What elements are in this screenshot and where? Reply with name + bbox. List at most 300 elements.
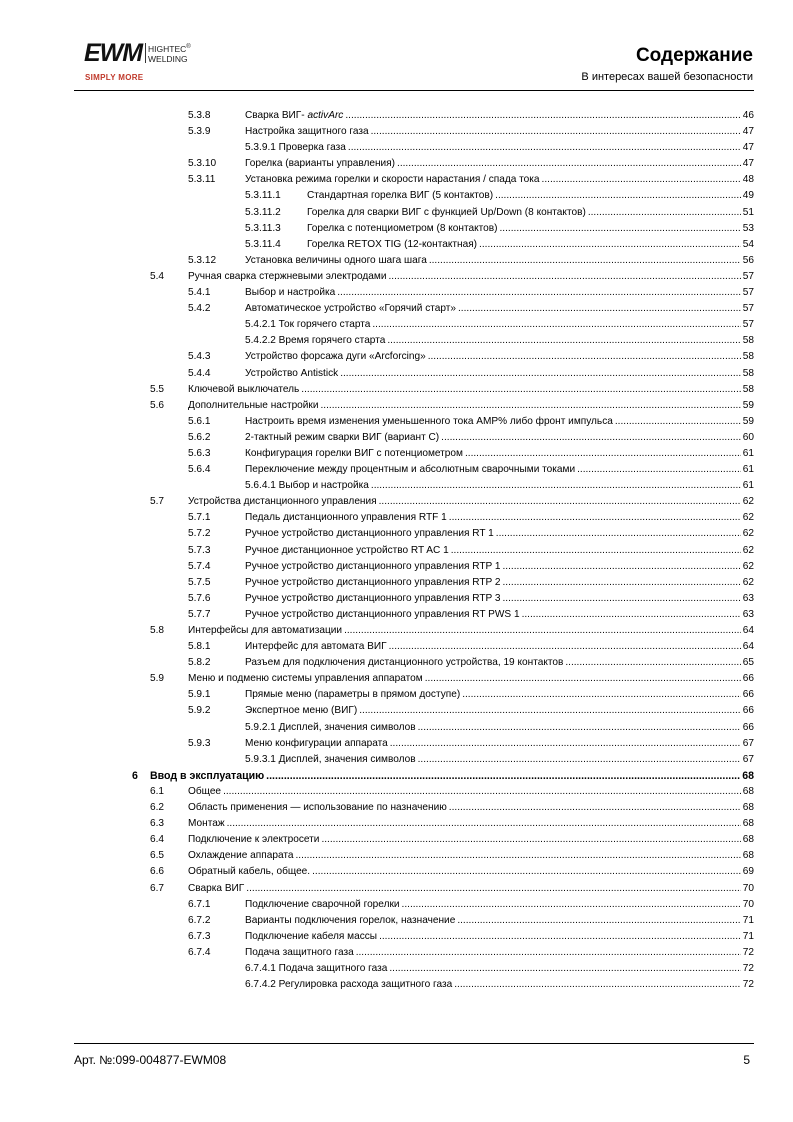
toc-entry-number: 5.5: [150, 383, 165, 395]
toc-entry[interactable]: [0, 752, 793, 768]
toc-entry-page: 68: [742, 818, 754, 830]
toc-entry-page: 66: [742, 705, 754, 717]
toc-entry-title-line: [188, 848, 754, 864]
toc-leader-dots: [402, 897, 741, 913]
toc-entry-page: 54: [742, 238, 754, 250]
toc-entry-title-line: [245, 687, 754, 703]
toc-entry-title: Горелка RETOX TIG (12-контактная): [307, 238, 478, 250]
toc-entry[interactable]: [0, 366, 793, 382]
toc-entry-title: Ручное устройство дистанционного управления RT 1: [245, 528, 494, 540]
toc-entry-title-line: [307, 221, 754, 237]
toc-entry-number: 5.3.11: [188, 174, 216, 186]
toc-entry[interactable]: [0, 687, 793, 703]
toc-entry-title-line: [245, 559, 754, 575]
toc-entry-page: 61: [742, 464, 754, 476]
toc-entry-page: 62: [742, 544, 754, 556]
toc-entry-number: 5.8.2: [188, 657, 211, 669]
toc-entry-title-line: [245, 639, 754, 655]
header-divider: [74, 90, 754, 91]
toc-leader-dots: [379, 494, 741, 510]
toc-leader-dots: [246, 881, 740, 897]
toc-leader-dots: [397, 156, 741, 172]
toc-leader-dots: [388, 269, 740, 285]
toc-entry[interactable]: [0, 929, 793, 945]
toc-entry-title-line: [245, 961, 754, 977]
toc-entry-title-line: [245, 543, 754, 559]
toc-entry-title: Дополнительные настройки: [188, 399, 319, 411]
toc-entry[interactable]: [0, 462, 793, 478]
toc-leader-dots: [451, 543, 741, 559]
toc-entry-number: 5.6.1: [188, 415, 211, 427]
toc-entry-page: 68: [742, 834, 754, 846]
toc-entry-title: 5.6.4.1 Выбор и настройка: [245, 480, 369, 492]
toc-leader-dots: [320, 398, 740, 414]
toc-entry-page: 64: [742, 641, 754, 653]
toc-entry[interactable]: [0, 526, 793, 542]
toc-entry-title: Ручное устройство дистанционного управления RT PWS 1: [245, 608, 520, 620]
toc-entry-page: 69: [742, 866, 754, 878]
toc-entry-page: 62: [742, 496, 754, 508]
toc-entry-page: 68: [742, 769, 754, 782]
toc-leader-dots: [340, 366, 741, 382]
toc-leader-dots: [503, 591, 741, 607]
toc-entry-title: Устройство форсажа дуги «Arcforcing»: [245, 351, 426, 363]
toc-entry-title: Разъем для подключения дистанционного устройства, 19 контактов: [245, 657, 564, 669]
toc-entry[interactable]: [0, 221, 793, 237]
toc-entry[interactable]: [0, 671, 793, 687]
toc-leader-dots: [356, 945, 741, 961]
toc-entry[interactable]: [0, 446, 793, 462]
toc-entry[interactable]: [0, 881, 793, 897]
toc-entry[interactable]: [0, 945, 793, 961]
toc-entry-title-line: [245, 977, 754, 993]
toc-entry[interactable]: [0, 188, 793, 204]
toc-entry[interactable]: [0, 253, 793, 269]
toc-leader-dots: [223, 784, 741, 800]
toc-leader-dots: [266, 768, 740, 784]
toc-entry-number: 5.4.2: [188, 303, 211, 315]
toc-entry[interactable]: [0, 285, 793, 301]
toc-entry[interactable]: [0, 736, 793, 752]
logo-separator: [145, 43, 146, 63]
toc-entry-title: 5.4.2.1 Ток горячего старта: [245, 319, 371, 331]
logo-reg: ®: [186, 44, 191, 50]
toc-entry[interactable]: [0, 768, 793, 784]
toc-leader-dots: [418, 720, 741, 736]
toc-entry-page: 66: [742, 721, 754, 733]
toc-leader-dots: [454, 977, 741, 993]
toc-entry-page: 67: [742, 737, 754, 749]
toc-entry[interactable]: [0, 543, 793, 559]
toc-entry-number: 6.2: [150, 802, 165, 814]
toc-entry[interactable]: [0, 655, 793, 671]
toc-entry-title-line: [245, 366, 754, 382]
toc-leader-dots: [495, 188, 741, 204]
ewm-logo: [84, 40, 224, 86]
toc-entry-page: 70: [742, 882, 754, 894]
toc-entry[interactable]: [0, 961, 793, 977]
logo-line2: WELDING: [148, 53, 188, 64]
toc-entry-number: 5.3.11.3: [245, 222, 281, 234]
toc-entry[interactable]: [0, 398, 793, 414]
toc-entry-page: 56: [742, 254, 754, 266]
toc-entry[interactable]: [0, 913, 793, 929]
toc-leader-dots: [312, 864, 741, 880]
toc-entry[interactable]: [0, 720, 793, 736]
toc-entry-title: Интерфейсы для автоматизации: [188, 625, 343, 636]
toc-entry-title: Прямые меню (параметры в прямом доступе): [245, 689, 461, 701]
toc-entry-title-line: [245, 430, 754, 446]
toc-entry-number: 6: [132, 769, 138, 782]
toc-entry-page: 71: [742, 930, 754, 942]
toc-leader-dots: [615, 414, 741, 430]
toc-leader-dots: [425, 671, 741, 687]
toc-entry-number: 6.7: [150, 882, 165, 894]
toc-entry-title-line: [307, 188, 754, 204]
toc-entry-title-line: [245, 510, 754, 526]
toc-entry-number: 5.3.11.1: [245, 190, 281, 202]
toc-leader-dots: [371, 124, 741, 140]
toc-entry-number: 5.4.1: [188, 287, 211, 299]
toc-entry-title-line: [245, 736, 754, 752]
toc-entry-title: Область применения — использование по назначению: [188, 802, 447, 814]
toc-entry[interactable]: [0, 510, 793, 526]
toc-entry-title-line: [188, 832, 754, 848]
toc-entry-title: 5.9.2.1 Дисплей, значения символов: [245, 721, 416, 733]
toc-entry-title-line: [245, 655, 754, 671]
toc-entry-number: 6.5: [150, 850, 165, 862]
toc-entry-page: 47: [742, 126, 754, 138]
toc-entry-title-line: [245, 478, 754, 494]
toc-entry-title: Горелка для сварки ВИГ с функцией Up/Down (8 контактов): [307, 206, 586, 218]
toc-entry[interactable]: [0, 301, 793, 317]
toc-entry-page: 61: [742, 480, 754, 492]
toc-entry-number: 6.7.1: [188, 898, 211, 910]
toc-entry-number: 5.3.11.2: [245, 206, 281, 218]
toc-entry[interactable]: [0, 800, 793, 816]
toc-entry-number: 5.8: [150, 625, 165, 636]
toc-entry[interactable]: [0, 639, 793, 655]
toc-entry-page: 62: [742, 560, 754, 572]
toc-entry-title-line: [150, 768, 754, 784]
toc-entry-number: 5.8.1: [188, 641, 211, 653]
toc-entry[interactable]: [0, 623, 793, 639]
toc-entry[interactable]: [0, 237, 793, 253]
toc-leader-dots: [457, 913, 740, 929]
toc-entry[interactable]: [0, 108, 793, 124]
toc-leader-dots: [577, 462, 741, 478]
toc-entry-title: Конфигурация горелки ВИГ с потенциометром: [245, 447, 463, 459]
toc-entry-title: Горелка (варианты управления): [245, 158, 396, 170]
toc-entry-number: 6.7.2: [188, 914, 211, 926]
toc-entry-number: 5.7.5: [188, 576, 211, 588]
toc-entry-title-line: [188, 784, 754, 800]
toc-entry-title: Подключение к электросети: [188, 834, 320, 846]
toc-entry-title-line: [307, 237, 754, 253]
toc-entry-title: Ручное дистанционное устройство RT AC 1: [245, 544, 449, 556]
toc-entry-title-line: [245, 124, 754, 140]
page-subtitle: В интересах вашей безопасности: [581, 71, 753, 83]
toc-entry[interactable]: [0, 317, 793, 333]
toc-entry-page: 58: [742, 383, 754, 395]
toc-entry[interactable]: [0, 124, 793, 140]
logo-slogan: SIMPLY MORE: [85, 73, 144, 82]
toc-entry-number: 5.7.3: [188, 544, 211, 556]
toc-entry-page: 64: [742, 625, 754, 636]
toc-entry-title-line: [245, 446, 754, 462]
toc-entry-page: 65: [742, 657, 754, 669]
toc-leader-dots: [441, 430, 741, 446]
toc-entry-number: 6.7.3: [188, 930, 211, 942]
toc-entry-title: Настройка защитного газа: [245, 126, 369, 138]
toc-leader-dots: [458, 301, 741, 317]
toc-leader-dots: [372, 317, 740, 333]
toc-entry-page: 72: [742, 962, 754, 974]
toc-entry-number: 5.7.7: [188, 608, 211, 620]
toc-entry-number: 5.4.4: [188, 367, 211, 379]
toc-entry-page: 57: [742, 270, 754, 282]
toc-entry-page: 67: [742, 753, 754, 765]
logo-line1: HIGHTEC: [148, 43, 187, 54]
toc-leader-dots: [359, 703, 741, 719]
toc-entry[interactable]: [0, 172, 793, 188]
toc-entry[interactable]: [0, 832, 793, 848]
toc-entry-title-line: [188, 671, 754, 687]
toc-leader-dots: [371, 478, 741, 494]
footer-divider: [74, 1043, 754, 1044]
toc-entry-title-line: [245, 253, 754, 269]
toc-entry-title-line: [245, 703, 754, 719]
toc-entry-title: 2-тактный режим сварки ВИГ (вариант С): [245, 431, 440, 443]
toc-entry-title: Экспертное меню (ВИГ): [245, 705, 358, 717]
toc-entry-page: 66: [742, 673, 754, 685]
toc-entry-number: 5.3.11.4: [245, 238, 281, 250]
toc-leader-dots: [449, 510, 741, 526]
toc-leader-dots: [428, 349, 741, 365]
toc-entry-title-line: [307, 205, 754, 221]
toc-entry-page: 66: [742, 689, 754, 701]
toc-entry-number: 5.3.10: [188, 158, 217, 170]
toc-entry-title: 5.9.3.1 Дисплей, значения символов: [245, 753, 416, 765]
toc-leader-dots: [227, 816, 741, 832]
toc-entry-title-line: [245, 575, 754, 591]
toc-entry-title: Горелка с потенциометром (8 контактов): [307, 222, 498, 234]
toc-leader-dots: [295, 848, 740, 864]
toc-entry[interactable]: [0, 349, 793, 365]
toc-entry-number: 5.6.4: [188, 464, 211, 476]
toc-entry-title: 5.3.9.1 Проверка газа: [245, 142, 346, 154]
toc-entry-page: 58: [742, 335, 754, 347]
toc-entry-number: 5.9.2: [188, 705, 211, 717]
toc-entry-page: 59: [742, 415, 754, 427]
toc-entry-title: Устройства дистанционного управления: [188, 496, 377, 508]
toc-entry[interactable]: [0, 607, 793, 623]
toc-entry[interactable]: [0, 269, 793, 285]
toc-leader-dots: [389, 639, 741, 655]
toc-leader-dots: [542, 172, 741, 188]
toc-entry-number: 5.3.12: [188, 254, 217, 266]
toc-leader-dots: [449, 800, 741, 816]
toc-entry[interactable]: [0, 575, 793, 591]
toc-entry-title: Варианты подключения горелок, назначение: [245, 914, 456, 926]
toc-leader-dots: [465, 446, 741, 462]
logo-brand: EWM: [84, 39, 143, 67]
toc-entry[interactable]: [0, 205, 793, 221]
toc-entry-title-line: [245, 945, 754, 961]
toc-entry-number: 6.4: [150, 834, 165, 846]
toc-entry-title-line: [245, 172, 754, 188]
toc-leader-dots: [496, 526, 741, 542]
toc-entry-title: Ключевой выключатель: [188, 383, 300, 395]
toc-entry-title-line: [188, 800, 754, 816]
toc-entry-page: 53: [742, 222, 754, 234]
toc-entry[interactable]: [0, 703, 793, 719]
toc-entry-title: 6.7.4.1 Подача защитного газа: [245, 962, 388, 974]
toc-entry-title: Устройство Antistick: [245, 367, 339, 379]
toc-entry-title-line: [188, 881, 754, 897]
toc-entry-page: 62: [742, 528, 754, 540]
toc-entry-title-line: [245, 108, 754, 124]
toc-entry-page: 60: [742, 431, 754, 443]
toc-leader-dots: [429, 253, 741, 269]
toc-entry-title: Стандартная горелка ВИГ (5 контактов): [307, 190, 494, 202]
toc-entry-number: 5.7.4: [188, 560, 211, 572]
toc-entry-title-line: [188, 864, 754, 880]
toc-entry[interactable]: [0, 848, 793, 864]
toc-entry[interactable]: [0, 591, 793, 607]
toc-entry-title: Ручное устройство дистанционного управления RTP 1: [245, 560, 501, 572]
toc-entry-title-line: [245, 349, 754, 365]
toc-entry-title-line: [245, 301, 754, 317]
toc-entry-number: 5.6.3: [188, 447, 211, 459]
toc-entry-page: 58: [742, 367, 754, 379]
toc-entry-title-line: [188, 382, 754, 398]
toc-entry-page: 62: [742, 512, 754, 524]
toc-entry-number: 5.4.3: [188, 351, 211, 363]
toc-entry-number: 5.6.2: [188, 431, 211, 443]
toc-entry-number: 5.6: [150, 399, 165, 411]
toc-leader-dots: [588, 205, 741, 221]
toc-entry-title-line: [245, 929, 754, 945]
toc-entry-title-line: [245, 720, 754, 736]
toc-entry-page: 57: [742, 303, 754, 315]
toc-entry-title-line: [188, 494, 754, 510]
toc-entry-title: Подключение кабеля массы: [245, 930, 378, 942]
toc-entry-page: 61: [742, 447, 754, 459]
toc-entry-title: Переключение между процентным и абсолютным сварочными токами: [245, 464, 576, 476]
toc-leader-dots: [390, 736, 741, 752]
toc-entry-page: 49: [742, 190, 754, 202]
toc-entry-title: Интерфейс для автомата ВИГ: [245, 641, 387, 653]
toc-entry-title: Ручное устройство дистанционного управления RTP 2: [245, 576, 501, 588]
toc-entry-title: Выбор и настройка: [245, 287, 336, 299]
toc-entry[interactable]: [0, 140, 793, 156]
toc-entry-title-line: [245, 285, 754, 301]
toc-entry-title-line: [188, 269, 754, 285]
toc-entry-title-line: [188, 816, 754, 832]
toc-entry-title-line: [245, 462, 754, 478]
toc-entry-page: 48: [742, 174, 754, 186]
toc-entry[interactable]: [0, 897, 793, 913]
toc-entry-title-line: [245, 607, 754, 623]
toc-leader-dots: [418, 752, 741, 768]
toc-entry-number: 6.1: [150, 785, 165, 797]
toc-entry-title-line: [245, 156, 754, 172]
toc-leader-dots: [348, 140, 741, 156]
toc-leader-dots: [345, 108, 740, 124]
toc-entry[interactable]: [0, 382, 793, 398]
toc-entry-page: 72: [742, 946, 754, 958]
toc-entry-title-line: [245, 913, 754, 929]
toc-entry[interactable]: [0, 478, 793, 494]
toc-entry-page: 62: [742, 576, 754, 588]
toc-entry-title-line: [245, 897, 754, 913]
toc-leader-dots: [522, 607, 741, 623]
toc-entry-number: 6.7.4: [188, 946, 211, 958]
toc-entry-number: 5.7.1: [188, 512, 211, 524]
toc-entry[interactable]: [0, 784, 793, 800]
toc-leader-dots: [337, 285, 741, 301]
toc-entry[interactable]: [0, 977, 793, 993]
toc-entry-page: 68: [742, 850, 754, 862]
toc-entry-page: 68: [742, 802, 754, 814]
toc-entry-title-line: [188, 623, 754, 639]
toc-entry-title: Сварка ВИГ: [188, 882, 245, 894]
toc-entry-number: 5.7.2: [188, 528, 211, 540]
toc-entry[interactable]: [0, 816, 793, 832]
toc-entry-page: 58: [742, 351, 754, 363]
toc-entry[interactable]: [0, 430, 793, 446]
toc-entry-number: 5.9: [150, 673, 165, 685]
toc-entry-number: 6.3: [150, 818, 165, 830]
toc-entry-page: 47: [742, 142, 754, 154]
toc-entry[interactable]: [0, 864, 793, 880]
toc-entry-title: Охлаждение аппарата: [188, 850, 294, 862]
toc-entry-number: 5.9.1: [188, 689, 211, 701]
toc-entry-page: 57: [742, 319, 754, 331]
toc-entry-page: 63: [742, 608, 754, 620]
toc-entry-title: Установка режима горелки и скорости нарастания / спада тока: [245, 174, 540, 186]
toc-entry-title: Меню конфигурации аппарата: [245, 737, 388, 749]
toc-entry-page: 59: [742, 399, 754, 411]
toc-entry-page: 51: [742, 206, 754, 218]
toc-entry-title-line: [245, 414, 754, 430]
toc-entry[interactable]: [0, 156, 793, 172]
toc-entry[interactable]: [0, 559, 793, 575]
toc-leader-dots: [389, 961, 740, 977]
toc-leader-dots: [344, 623, 741, 639]
toc-entry-title: Общее: [188, 785, 222, 797]
toc-entry-page: 47: [742, 158, 754, 170]
toc-entry-title: Сварка ВИГ-: [245, 110, 308, 121]
toc-entry-title: 5.4.2.2 Время горячего старта: [245, 335, 386, 347]
toc-entry[interactable]: [0, 494, 793, 510]
toc-entry-title-line: [245, 526, 754, 542]
toc-entry[interactable]: [0, 414, 793, 430]
toc-entry-page: 71: [742, 914, 754, 926]
toc-leader-dots: [503, 575, 741, 591]
toc-entry[interactable]: [0, 333, 793, 349]
toc-entry-title: Ввод в эксплуатацию: [150, 769, 265, 782]
toc-entry-title: Установка величины одного шага шага: [245, 254, 427, 266]
toc-entry-title-line: [245, 333, 754, 349]
toc-entry-number: 5.4: [150, 270, 165, 282]
toc-entry-number: 5.3.9: [188, 126, 211, 138]
toc-entry-page: 72: [742, 979, 754, 991]
toc-entry-title: Ручное устройство дистанционного управления RTP 3: [245, 592, 501, 604]
page-title: Содержание: [635, 45, 753, 66]
toc-entry-title: Обратный кабель, общее.: [188, 866, 311, 878]
